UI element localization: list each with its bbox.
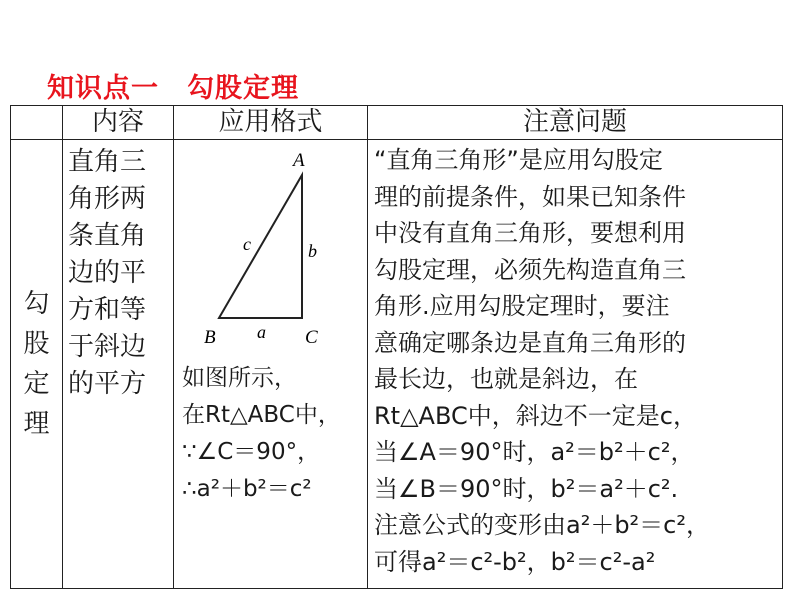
header-format: 应用格式 [174, 106, 368, 140]
notes-cell: “直角三角形”是应用勾股定 理的前提条件，如果已知条件 中没有直角三角形，要想利用 勾股定理，必须先构造直角三 角形.应用勾股定理时，要注 意确定哪条边是直角三角形的 最长边，也就是斜边，在 Rt△ABC中，斜边不一定是c， 当∠A＝90°时，a²＝b²＋c²， 当∠B＝90°时，b²＝a²＋c². 注意公式的变形由a²＋b²＝c²， 可得a²＝c²-b²，b²＝c²-a² [368, 140, 783, 589]
content-cell: 直角三 角形两 条直角 边的平 方和等 于斜边 的平方 [63, 140, 174, 589]
header-content: 内容 [63, 106, 174, 140]
side-b-label: b [308, 241, 317, 261]
right-triangle-figure [174, 140, 366, 360]
format-text: 如图所示， 在Rt△ABC中， ∵∠C＝90°， ∴a²＋b²＝c² [182, 365, 341, 502]
header-row [11, 106, 783, 140]
side-a-label: a [257, 322, 266, 342]
side-c-label: c [243, 234, 251, 254]
side-label: 勾 股 定 理 [11, 140, 63, 589]
vertex-a-label: A [293, 150, 305, 171]
theorem-row [11, 140, 783, 589]
knowledge-table [10, 105, 783, 589]
header-blank [11, 106, 63, 140]
format-cell [174, 140, 368, 589]
vertex-b-label: B [204, 327, 216, 348]
header-notes: 注意问题 [368, 106, 783, 140]
section-title: 知识点一 勾股定理 [47, 73, 299, 104]
triangle-shape [219, 175, 302, 318]
vertex-c-label: C [305, 327, 318, 348]
